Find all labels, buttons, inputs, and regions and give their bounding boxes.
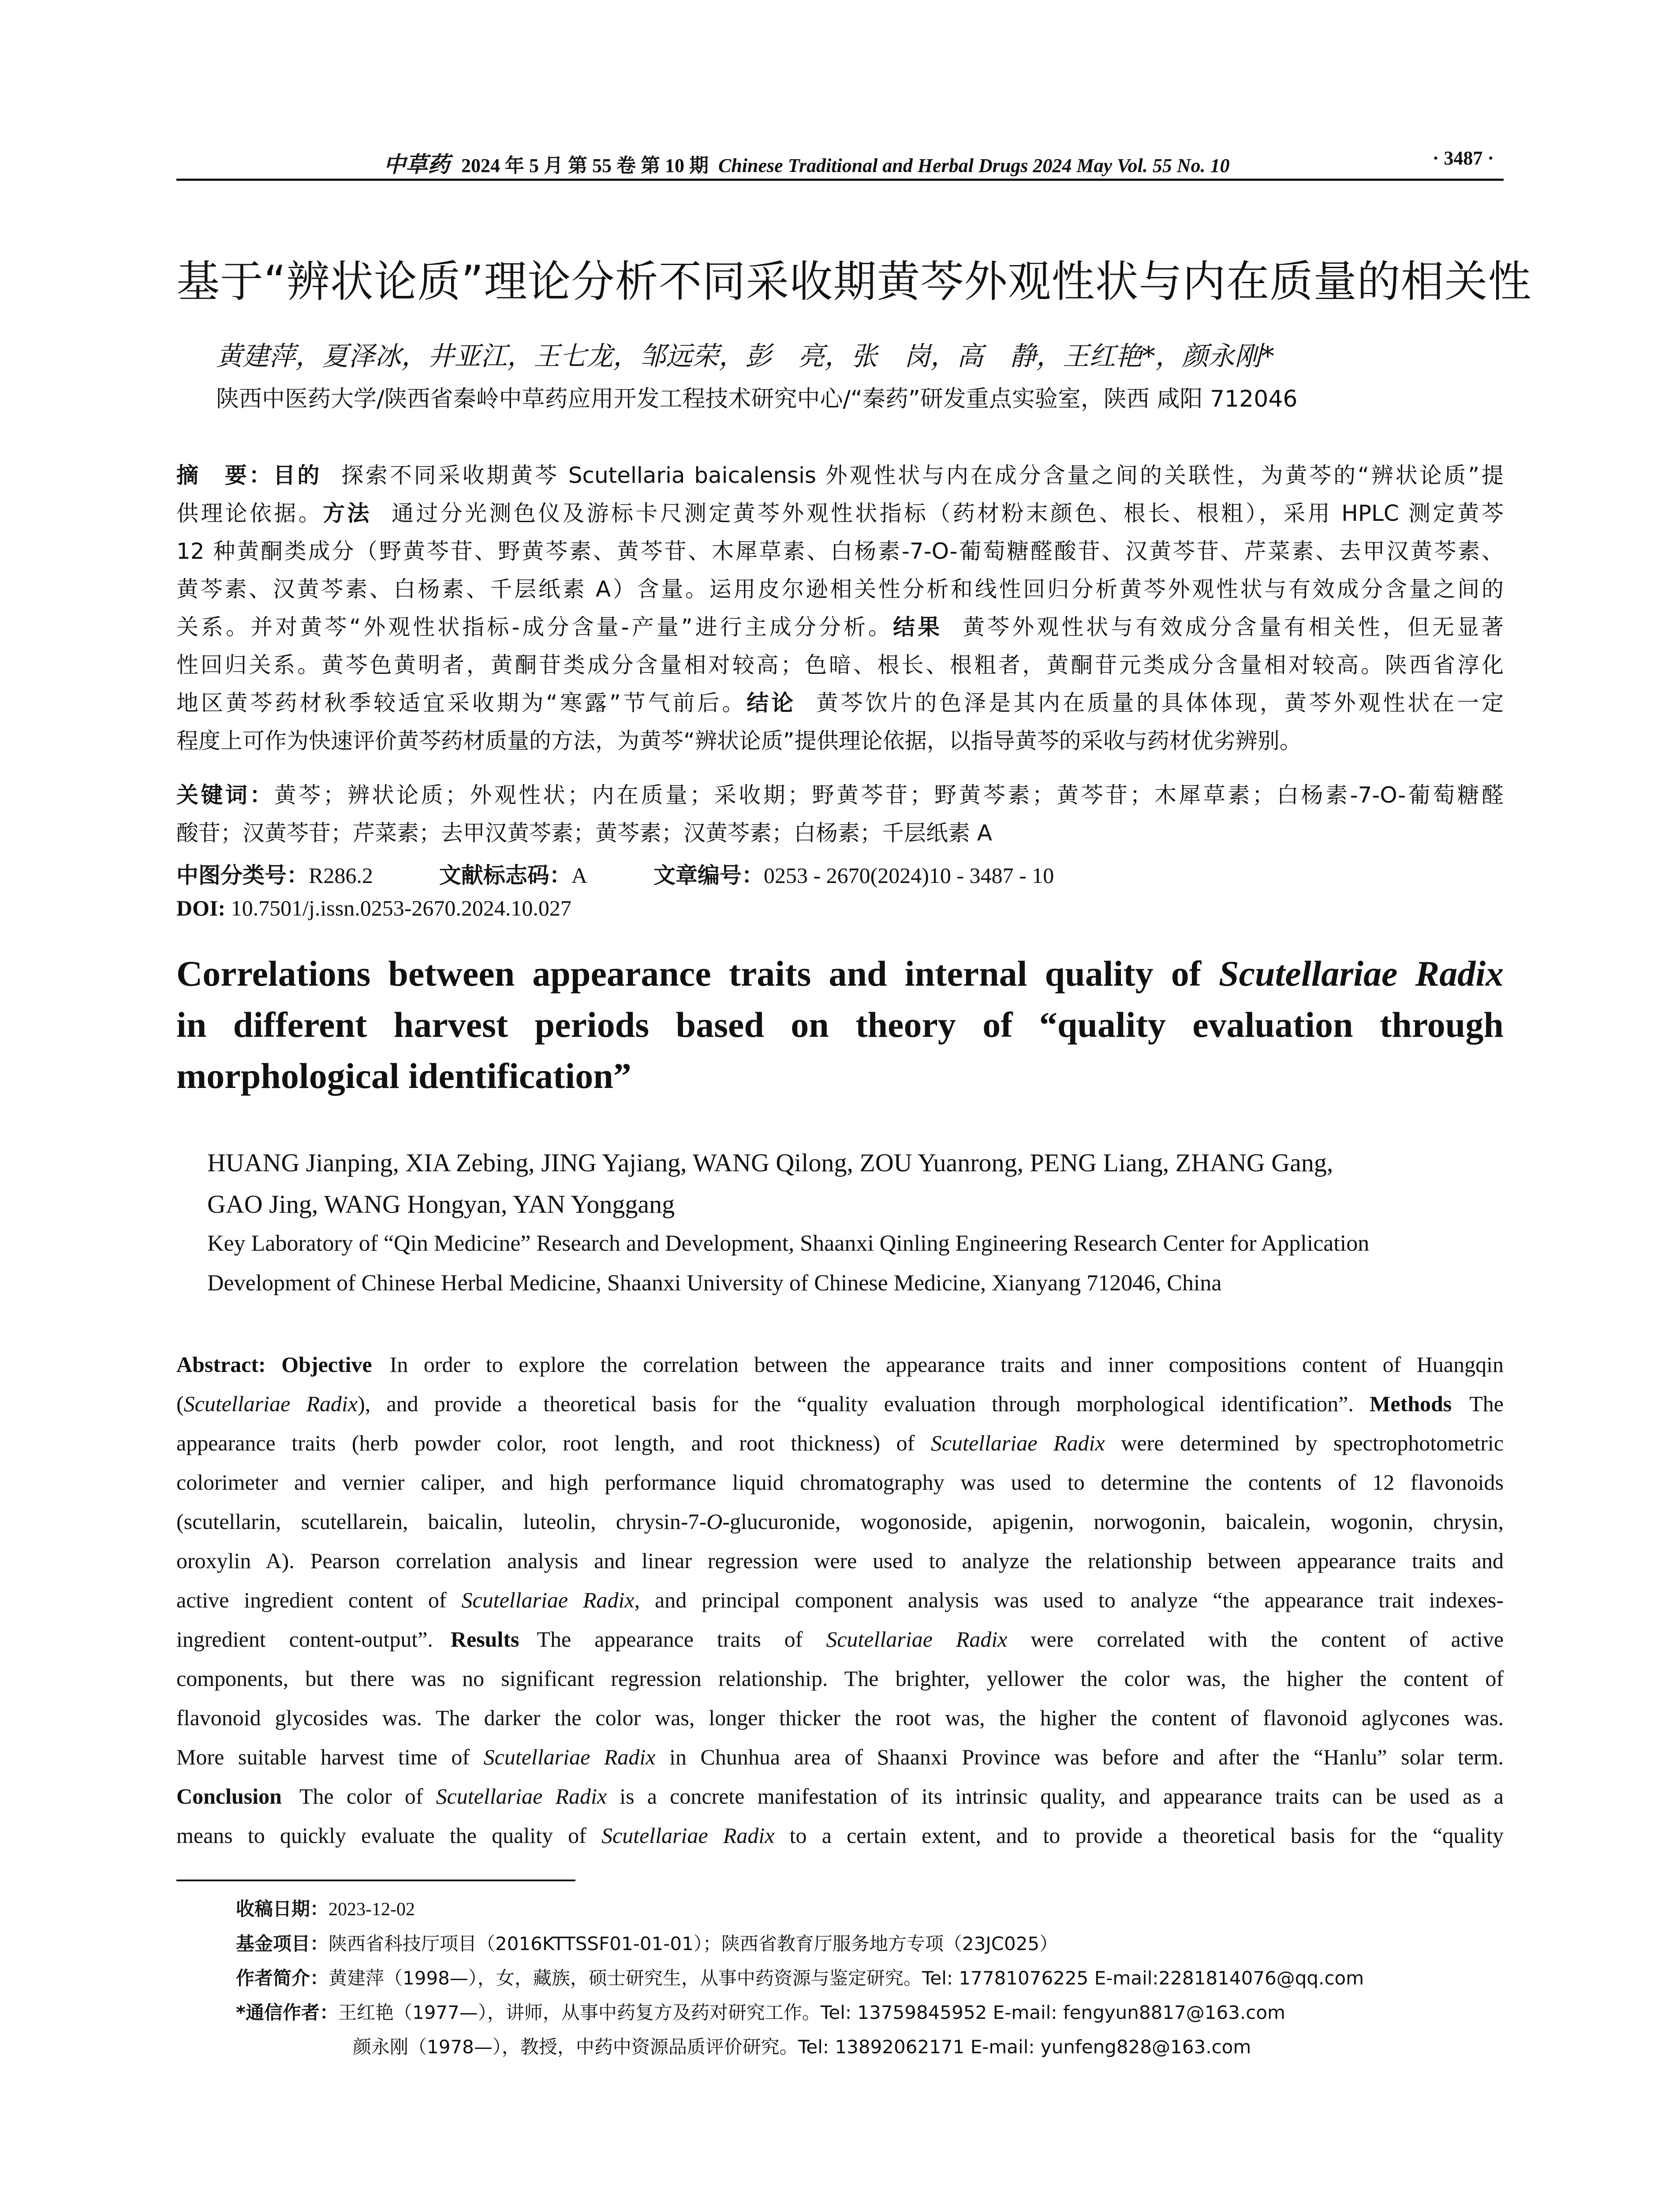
doi-label: DOI: [176, 896, 226, 920]
keywords-line: 黄芩；辨状论质；外观性状；内在质量；采收期；野黄芩苷；野黄芩素；黄芩苷；木犀草素；白杨素-7-O-葡萄糖醛 [274, 782, 1504, 808]
abstract-cn-line: 供理论依据。 [176, 501, 323, 526]
issue-cn: 2024 年 5 月 第 55 卷 第 10 期 [461, 155, 709, 176]
authors-cn: 黄建萍，夏泽冰，井亚江，王七龙，邹远荣，彭 亮，张 岗，高 静，王红艳*，颜永刚* [216, 341, 1274, 372]
abstract-en-italic: Scutellariae Radix [483, 1745, 656, 1769]
results-label-en: Results [450, 1627, 519, 1652]
abstract-en-text: means to quickly evaluate the quality of [176, 1823, 586, 1848]
title-en [176, 948, 1504, 1102]
abstract-cn-line: 黄芩外观性状与有效成分含量有相关性，但无显著 [960, 614, 1504, 640]
abstract-en-text: oroxylin A). Pearson correlation analysis and linear regression were used to analyze the relationship between appearance traits and [176, 1548, 1504, 1573]
abstract-en-text: in Chunhua area of Shaanxi Province was before and after the “Hanlu” solar term. [669, 1745, 1504, 1769]
abstract-en-text: ingredient content-output”. [176, 1627, 433, 1652]
title-en-line: in different harvest periods based on theory of “quality evaluation through [176, 1005, 1504, 1045]
title-cn: 基于“辨状论质”理论分析不同采收期黄芩外观性状与内在质量的相关性 [176, 257, 1532, 307]
running-header [176, 143, 1504, 181]
title-en-line: morphological identification” [176, 1056, 631, 1096]
abstract-en-text: colorimeter and vernier caliper, and high performance liquid chromatography was used to determine the contents of 12 flavonoids [176, 1470, 1504, 1495]
authors-en-line: GAO Jing, WANG Hongyan, YAN Yonggang [207, 1190, 675, 1218]
doc-code-label: 文献标志码： [439, 863, 571, 888]
abstract-en-text: The [1469, 1391, 1504, 1416]
abstract-en-italic: Scutellariae Radix [930, 1431, 1105, 1455]
journal-name-cn: 中草药 [384, 151, 450, 177]
title-en-italic: Scutellariae Radix [1219, 953, 1504, 994]
abstract-cn-line: 程度上可作为快速评价黄芩药材质量的方法，为黄芩“辨状论质”提供理论依据，以指导黄芩的采收与药材优劣辨别。 [176, 728, 1302, 754]
abstract-en-italic: O [706, 1509, 723, 1534]
doi-line [176, 895, 571, 921]
corresponding-text: 颜永刚（1978—），教授，中药中资源品质评价研究。Tel: 13892062171 E-mail: yunfeng828@163.com [353, 2036, 1251, 2058]
footnotes [236, 1892, 1501, 2064]
affiliation-cn: 陕西中医药大学/陕西省秦岭中草药应用开发工程技术研究中心/“秦药”研发重点实验室，陕西 咸阳 712046 [216, 386, 1298, 412]
corresponding-text: 王红艳（1977—），讲师，从事中药复方及药对研究工作。Tel: 13759845952 E-mail: fengyun8817@163.com [338, 2002, 1285, 2023]
abstract-en-text: is a concrete manifestation of its intrinsic quality, and appearance traits can be used as a [620, 1784, 1504, 1809]
abstract-en-text: In order to explore the correlation between the appearance traits and inner compositions content of Huangqin [389, 1352, 1504, 1377]
abstract-cn-line: 黄芩饮片的色泽是其内在质量的具体体现，黄芩外观性状在一定 [814, 690, 1504, 716]
objective-label-cn: 目的 [273, 463, 322, 488]
footnote-divider [176, 1880, 575, 1881]
abstract-en-italic: Scutellariae Radix [436, 1784, 607, 1809]
journal-name-en: Chinese Traditional and Herbal Drugs 2024 May Vol. 55 No. 10 [718, 155, 1230, 176]
clc-label: 中图分类号： [176, 863, 309, 888]
abstract-label-cn: 摘 要： [176, 463, 273, 488]
abstract-label-en: Abstract: Objective [176, 1352, 372, 1377]
affiliation-en [207, 1224, 1504, 1303]
authors-en-line: HUANG Jianping, XIA Zebing, JING Yajiang, WANG Qilong, ZOU Yuanrong, PENG Liang, ZHANG Gang, [207, 1148, 1333, 1177]
authors-en [207, 1142, 1504, 1225]
abstract-en-text: to a certain extent, and to provide a theoretical basis for the “quality [789, 1823, 1504, 1848]
article-no-value: 0253 - 2670(2024)10 - 3487 - 10 [763, 863, 1054, 888]
abstract-en-text: -glucuronide, wogonoside, apigenin, norwogonin, baicalein, wogonin, chrysin, [722, 1509, 1504, 1534]
author-bio-text: 黄建萍（1998—），女，藏族，硕士研究生，从事中药资源与鉴定研究。Tel: 17781076225 E-mail:2281814076@qq.com [329, 1967, 1364, 1989]
received-label: 收稿日期： [236, 1898, 329, 1920]
abstract-cn-line: 黄芩素、汉黄芩素、白杨素、千层纸素 A）含量。运用皮尔逊相关性分析和线性回归分析黄芩外观性状与有效成分含量之间的 [176, 576, 1504, 602]
abstract-en-text: were determined by spectrophotometric [1121, 1431, 1504, 1455]
conclusion-label-cn: 结论 [747, 690, 796, 716]
abstract-cn-line: 地区黄芩药材秋季较适宜采收期为“寒露”节气前后。 [176, 690, 747, 716]
abstract-en-italic: Scutellariae Radix [461, 1588, 635, 1612]
doc-code-value: A [571, 863, 587, 888]
abstract-en-text: The color of [299, 1784, 423, 1809]
keywords-line: 酸苷；汉黄芩苷；芹菜素；去甲汉黄芩素；黄芩素；汉黄芩素；白杨素；千层纸素 A [176, 820, 993, 846]
corresponding-label: *通信作者： [236, 2002, 338, 2023]
affiliation-en-line: Key Laboratory of “Qin Medicine” Research and Development, Shaanxi Qinling Engineering Research Center for Application [207, 1231, 1370, 1256]
abstract-cn [176, 456, 1504, 760]
fund-text: 陕西省科技厅项目（2016KTTSSF01-01-01）；陕西省教育厅服务地方专项（23JC025） [329, 1933, 1058, 1955]
title-en-part: Correlations between appearance traits and internal quality of [176, 953, 1219, 994]
header-center [384, 147, 1230, 179]
received-date: 2023-12-02 [329, 1899, 415, 1920]
abstract-en-text: components, but there was no significant regression relationship. The brighter, yellower the color was, the higher the content of [176, 1666, 1504, 1691]
abstract-en-text: The appearance traits of [537, 1627, 803, 1652]
affiliation-en-line: Development of Chinese Herbal Medicine, Shaanxi University of Chinese Medicine, Xianyang 712046, China [207, 1271, 1222, 1296]
abstract-en-text: ( [176, 1391, 184, 1416]
abstract-cn-line: 性回归关系。黄芩色黄明者，黄酮苷类成分含量相对较高；色暗、根长、根粗者，黄酮苷元类成分含量相对较高。陕西省淳化 [176, 652, 1504, 678]
clc-value: R286.2 [309, 863, 373, 888]
abstract-en-italic: Scutellariae Radix [601, 1823, 775, 1848]
keywords-label: 关键词： [176, 782, 274, 808]
abstract-en-text: , and principal component analysis was used to analyze “the appearance trait indexes- [634, 1588, 1504, 1612]
methods-label-en: Methods [1370, 1391, 1452, 1416]
abstract-en-text: flavonoid glycosides was. The darker the color was, longer thicker the root was, the higher the content of flavonoid aglycones was. [176, 1705, 1504, 1730]
abstract-en-text: More suitable harvest time of [176, 1745, 470, 1769]
methods-label-cn: 方法 [323, 501, 372, 526]
abstract-cn-line: 探索不同采收期黄芩 Scutellaria baicalensis 外观性状与内在成分含量之间的关联性，为黄芩的“辨状论质”提 [339, 463, 1504, 488]
abstract-en-text: active ingredient content of [176, 1588, 447, 1612]
abstract-en-text: were correlated with the content of active [1030, 1627, 1504, 1652]
conclusion-label-en: Conclusion [176, 1784, 282, 1809]
article-no-label: 文章编号： [653, 863, 764, 888]
fund-label: 基金项目： [236, 1933, 329, 1955]
abstract-en [176, 1345, 1504, 1855]
results-label-cn: 结果 [893, 614, 943, 640]
author-bio-label: 作者简介： [236, 1967, 329, 1989]
abstract-en-italic: Scutellariae Radix [183, 1391, 358, 1416]
abstract-en-italic: Scutellariae Radix [826, 1627, 1008, 1652]
keywords-cn [176, 776, 1504, 852]
abstract-en-text: ), and provide a theoretical basis for the “quality evaluation through morphological identification”. [358, 1391, 1354, 1416]
abstract-cn-line: 通过分光测色仪及游标卡尺测定黄芩外观性状指标（药材粉末颜色、根长、根粗），采用 HPLC 测定黄芩 [389, 501, 1504, 526]
abstract-cn-line: 关系。并对黄芩“外观性状指标-成分含量-产量”进行主成分分析。 [176, 614, 893, 640]
abstract-cn-line: 12 种黄酮类成分（野黄芩苷、野黄芩素、黄芩苷、木犀草素、白杨素-7-O-葡萄糖醛酸苷、汉黄芩苷、芹菜素、去甲汉黄芩素、 [176, 538, 1504, 564]
doi-value: 10.7501/j.issn.0253-2670.2024.10.027 [231, 896, 571, 920]
abstract-en-text: appearance traits (herb powder color, root length, and root thickness) of [176, 1431, 915, 1455]
page-number: · 3487 · [1432, 147, 1494, 169]
classification-line [176, 858, 1054, 889]
abstract-en-text: (scutellarin, scutellarein, baicalin, luteolin, chrysin-7- [176, 1509, 707, 1534]
